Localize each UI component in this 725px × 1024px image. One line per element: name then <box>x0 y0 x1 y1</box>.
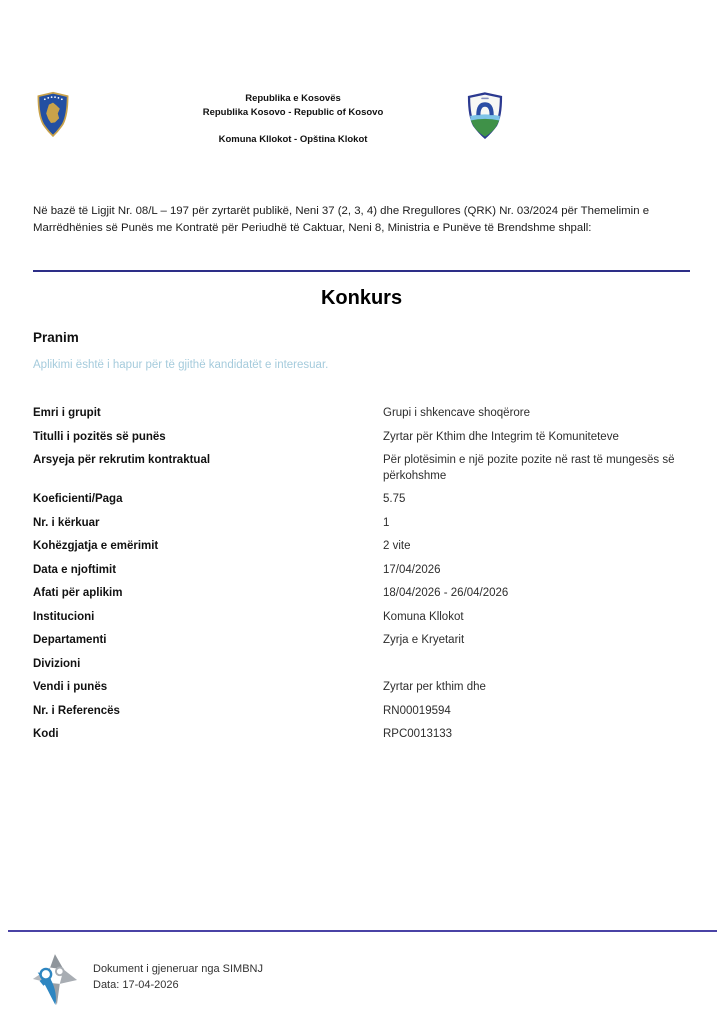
footer-date-line: Data: 17-04-2026 <box>93 979 179 991</box>
field-value: Për plotësimin e një pozite pozite në rast të mungesës së përkohshme <box>383 454 675 482</box>
header-titles <box>168 93 418 146</box>
field-value: Zyrtar për Kthim dhe Integrim të Komuniteteve <box>383 430 619 443</box>
field-label: Emri i grupit <box>33 407 101 419</box>
field-value: Komuna Kllokot <box>383 610 464 623</box>
header-line-republic-multi: Republika Kosovo - Republic of Kosovo <box>202 107 384 118</box>
footer-generated-info <box>93 961 263 993</box>
page-title: Konkurs <box>320 287 403 309</box>
section-heading: Pranim <box>33 330 79 345</box>
field-row-workplace <box>33 680 695 696</box>
divider-top <box>33 270 690 272</box>
vacancy-fields <box>33 406 695 751</box>
field-label: Nr. i Referencës <box>33 704 120 717</box>
field-row-announcement-date <box>33 563 695 579</box>
field-label: Koeficienti/Paga <box>33 493 123 505</box>
field-row-code <box>33 727 695 743</box>
field-value: RN00019594 <box>383 704 451 717</box>
field-row-application-deadline <box>33 586 695 602</box>
field-row-recruitment-reason <box>33 453 695 484</box>
field-row-group-name <box>33 406 695 422</box>
intro-paragraph: Në bazë të Ligjit Nr. 08/L – 197 për zyrtarët publikë, Neni 37 (2, 3, 4) dhe Rregullores (QRK) Nr. 03/2024 për Themelimin e Marrëdhënies së Punës me Kontratë për Periudhë të Caktuar, Neni 8, Ministria e Punëve të Brendshme shpall: <box>33 205 650 234</box>
field-row-job-title <box>33 430 695 446</box>
field-value: 18/04/2026 - 26/04/2026 <box>383 587 509 599</box>
field-value: Zyrtar per kthim dhe <box>383 681 486 693</box>
divider-bottom <box>8 930 717 932</box>
field-label: Kohëzgjatja e emërimit <box>33 540 159 552</box>
kosovo-coat-of-arms-icon <box>36 91 70 138</box>
header-line-republic-sq: Republika e Kosovës <box>245 93 341 104</box>
field-row-appointment-duration <box>33 539 695 555</box>
field-row-number-required <box>33 516 695 532</box>
field-value: Zyrja e Kryetarit <box>383 634 465 646</box>
field-label: Afati për aplikim <box>33 587 123 599</box>
field-label: Titulli i pozitës së punës <box>33 430 166 443</box>
field-row-coefficient <box>33 492 695 508</box>
field-label: Divizioni <box>33 657 81 670</box>
field-row-institution <box>33 610 695 626</box>
field-value: Grupi i shkencave shoqërore <box>383 407 531 419</box>
field-label: Data e njoftimit <box>33 563 117 576</box>
field-value: 2 vite <box>383 540 411 552</box>
field-label: Kodi <box>33 728 59 740</box>
footer-generated-line: Dokument i gjeneruar nga SIMBNJ <box>93 963 263 975</box>
field-value: RPC0013133 <box>383 728 453 740</box>
field-label: Vendi i punës <box>33 681 108 693</box>
field-value: 1 <box>383 516 390 529</box>
field-label: Arsyeja për rekrutim kontraktual <box>33 454 211 466</box>
header-line-municipality: Komuna Kllokot - Opština Klokot <box>218 134 368 145</box>
field-row-department <box>33 633 695 649</box>
field-label: Departamenti <box>33 634 107 646</box>
field-label: Nr. i kërkuar <box>33 516 100 529</box>
open-application-note: Aplikimi është i hapur për të gjithë kandidatët e interesuar. <box>33 359 329 371</box>
field-value: 5.75 <box>383 493 406 505</box>
kllokot-emblem-icon <box>466 92 504 139</box>
field-value: 17/04/2026 <box>383 563 441 576</box>
simbnj-logo-icon <box>30 952 78 1008</box>
field-label: Institucioni <box>33 610 95 623</box>
field-row-division <box>33 657 695 673</box>
field-row-reference-number <box>33 704 695 720</box>
